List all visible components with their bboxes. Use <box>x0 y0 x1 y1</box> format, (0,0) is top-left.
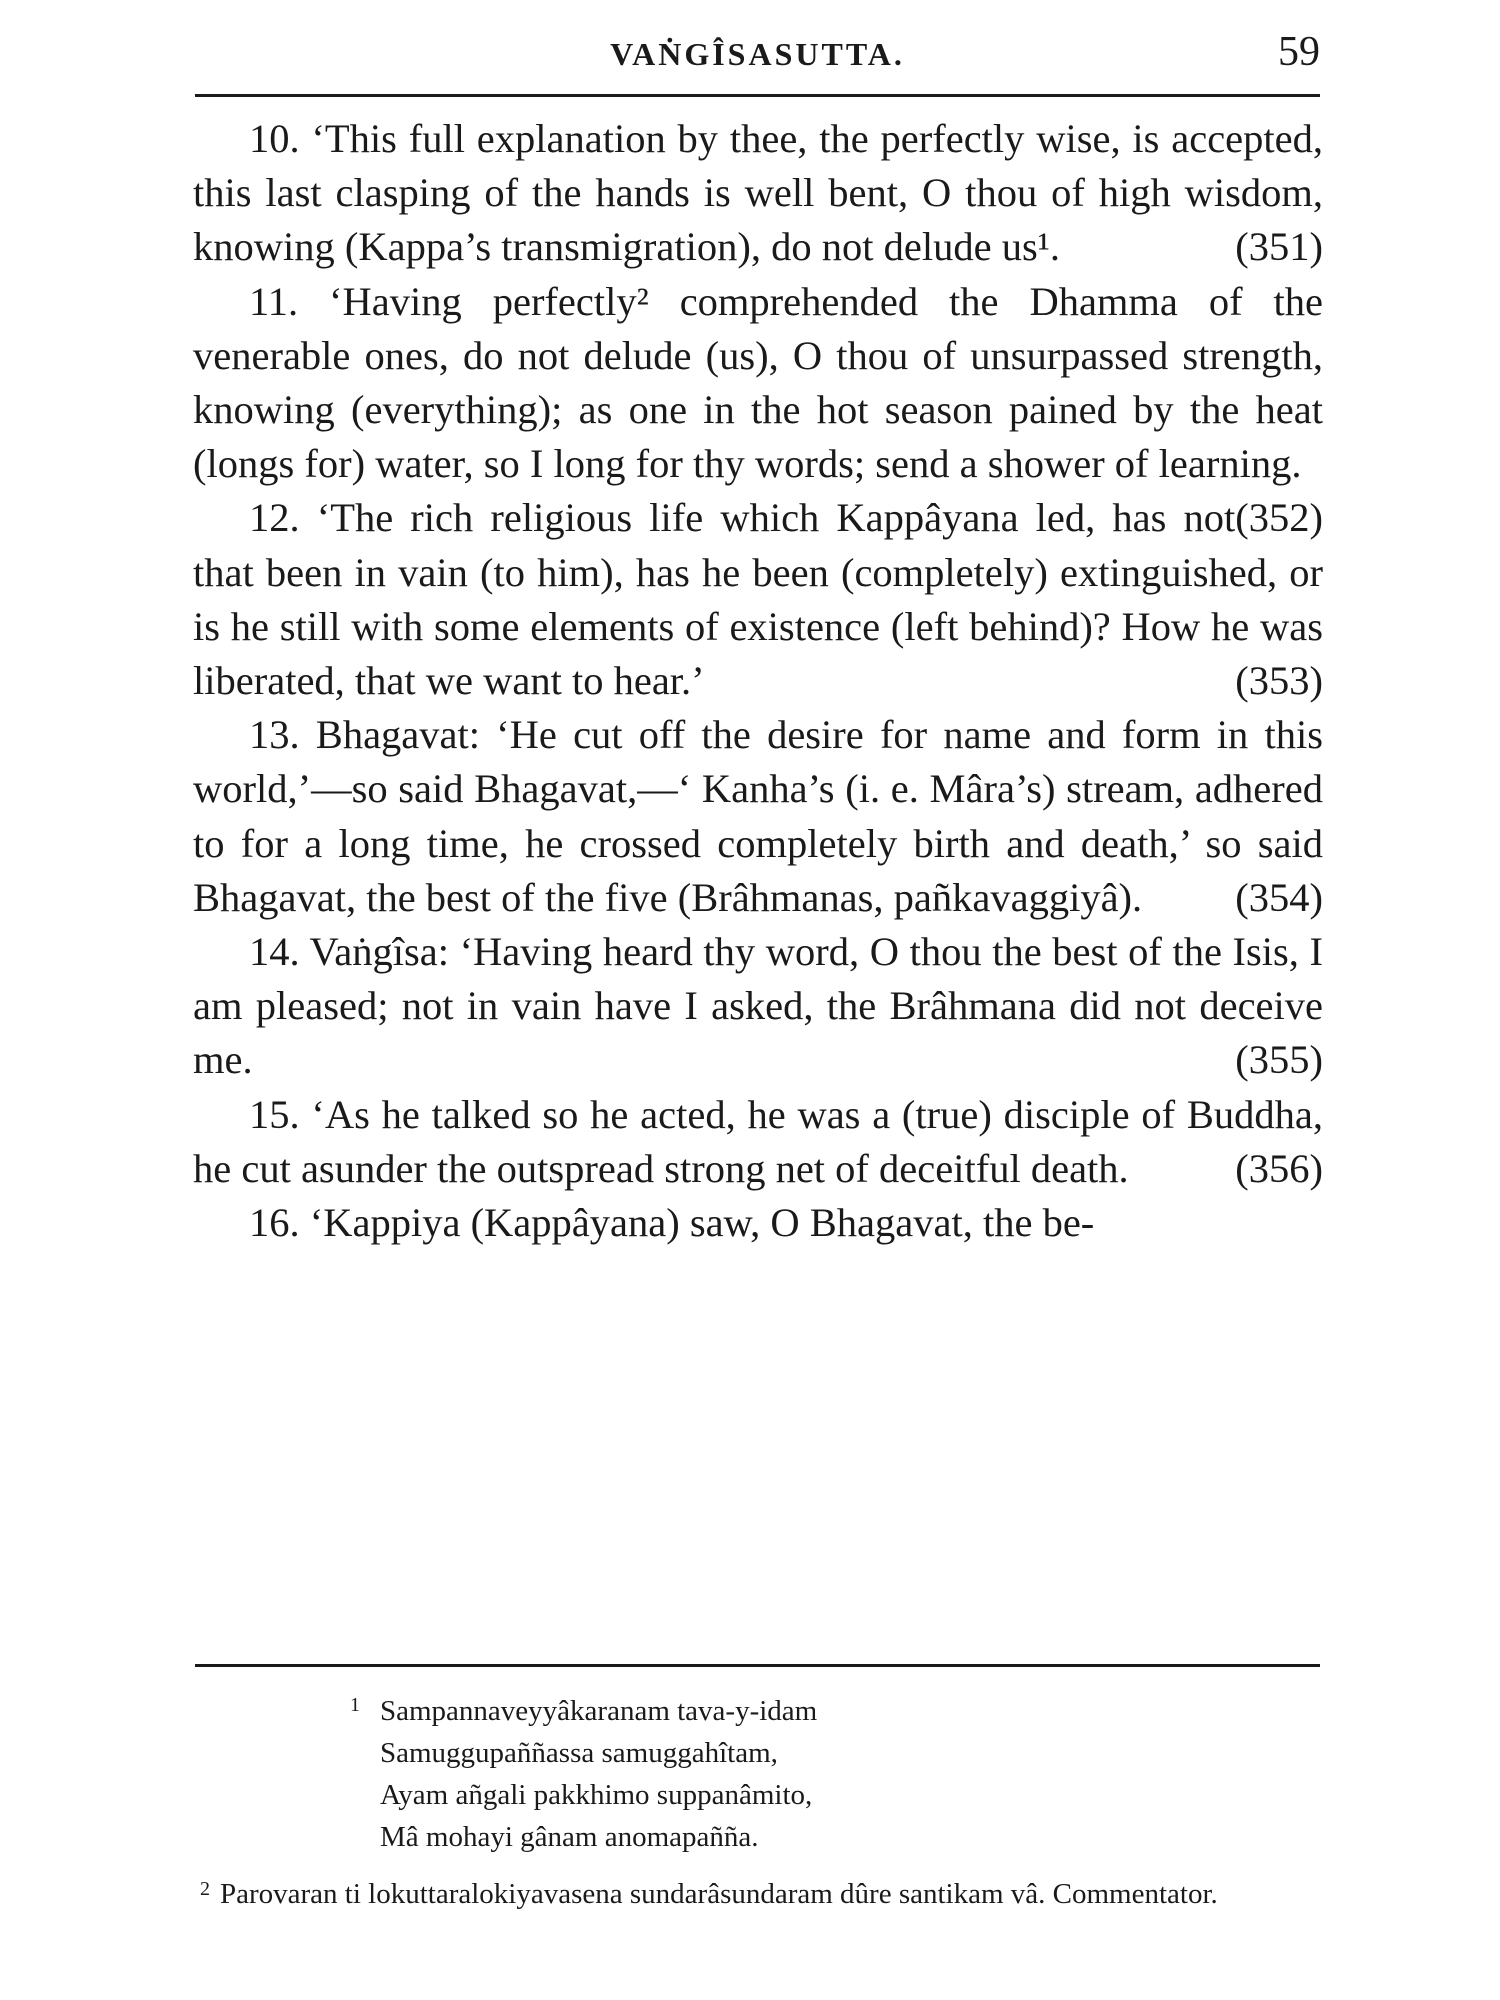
verse-12 <box>193 491 1323 708</box>
verse-text: 16. ‘Kappiya (Kappâyana) saw, O Bhagavat, the be- <box>249 1200 1095 1246</box>
footnote-verse-line: Mâ mohayi gânam anomapañña. <box>380 1821 759 1853</box>
verse-11 <box>193 275 1323 541</box>
footnote-marker: 2 <box>200 1878 210 1900</box>
verse-14 <box>193 925 1323 1088</box>
running-header <box>195 28 1320 88</box>
footnote-1 <box>350 1690 1320 1858</box>
footnote-2 <box>200 1868 1320 1915</box>
verse-13 <box>193 708 1323 925</box>
footnote-text: Parovaran ti lokuttaralokiyavasena sundarâsundaram dûre santikam vâ. Commentator. <box>220 1878 1218 1910</box>
verse-text: 10. ‘This full explanation by thee, the perfectly wise, is accepted, this last clasping of the hands is well bent, O thou of high wisdom, knowing (Kappa’s transmigration), do not delude us¹. <box>193 116 1323 270</box>
header-rule <box>195 94 1320 97</box>
footnote-rule <box>195 1664 1320 1667</box>
page-number: 59 <box>1278 29 1320 75</box>
main-text <box>193 112 1323 1250</box>
verse-16 <box>193 1196 1323 1250</box>
verse-text: 13. Bhagavat: ‘He cut off the desire for name and form in this world,’—so said Bhagavat,—‘ Kanha’s (i. e. Mâra’s) stream, adhered to for a long time, he crossed completely birth and death,’ so said Bhagavat, the best of the five (Brâhmanas, pañkavaggiyâ). <box>193 712 1323 920</box>
verse-text: 12. ‘The rich religious life which Kappâyana led, has not that been in vain (to him), has he been (completely) extinguished, or is he still with some elements of existence (left behind)? How he was liberated, that we want to hear.’ <box>193 495 1323 704</box>
footnote-verse-line: Ayam añgali pakkhimo suppanâmito, <box>380 1779 813 1811</box>
footnotes <box>200 1690 1320 1915</box>
verse-reference: (355) <box>1235 1037 1323 1083</box>
verse-reference: (356) <box>1235 1145 1323 1191</box>
verse-reference: (351) <box>1235 224 1323 270</box>
verse-text: 15. ‘As he talked so he acted, he was a (true) disciple of Buddha, he cut asunder the outspread strong net of deceitful death. <box>193 1091 1323 1191</box>
footnote-marker: 1 <box>350 1694 360 1716</box>
verse-text: 11. ‘Having perfectly² comprehended the Dhamma of the venerable ones, do not delude (us), O thou of unsurpassed strength, knowing (everything); as one in the hot season pained by the heat (longs for) water, so I long for thy words; send a shower of learning. <box>193 278 1323 487</box>
verse-reference: (354) <box>1235 874 1323 920</box>
verse-reference: (352) <box>1235 495 1323 541</box>
footnote-verse-line: Samuggupaññassa samuggahîtam, <box>380 1737 778 1769</box>
verse-reference: (353) <box>1235 658 1323 704</box>
verse-15 <box>193 1088 1323 1196</box>
footnote-verse-line: Sampannaveyyâkaranam tava-y-idam <box>380 1695 818 1727</box>
verse-text: 14. Vaṅgîsa: ‘Having heard thy word, O thou the best of the Isis, I am pleased; not in vain have I asked, the Brâhmana did not deceive me. <box>193 929 1323 1083</box>
running-title: VAṄGÎSASUTTA. <box>610 36 905 72</box>
verse-10 <box>193 112 1323 275</box>
